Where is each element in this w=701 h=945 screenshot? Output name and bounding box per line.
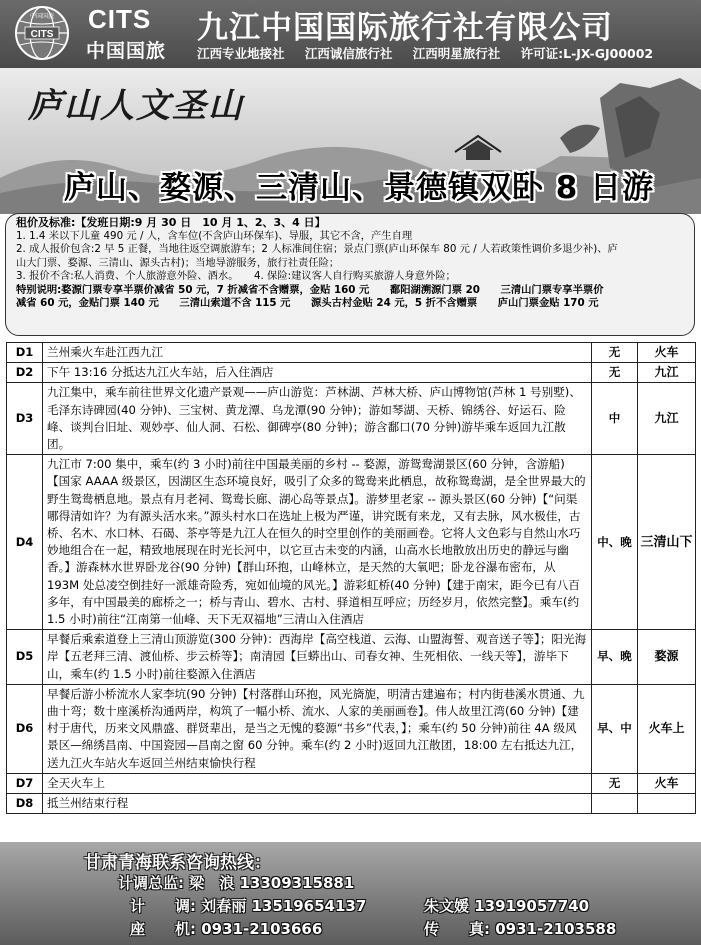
company-name: 九江中国国际旅行社有限公司: [197, 10, 613, 46]
table-row: [7, 363, 696, 383]
logo-ring-text: 中国国旅: [29, 13, 55, 20]
day-label: D8: [7, 794, 43, 814]
lodging-info: 九江: [638, 383, 696, 455]
day-label: D2: [7, 363, 43, 383]
meal-info: 无: [592, 363, 638, 383]
table-row: [7, 343, 696, 363]
contact-label: 座 机:: [130, 920, 196, 938]
contact-label: 计 调:: [130, 897, 196, 915]
logo-cn: 中国国旅: [86, 40, 167, 62]
day-description: 抵兰州结束行程: [43, 794, 592, 814]
meal-info: 早、晚: [592, 630, 638, 685]
day-label: D5: [7, 630, 43, 685]
logo-en: CITS: [88, 4, 152, 34]
day-description: 九江市 7:00 集中，乘车(约 3 小时)前往中国最美丽的乡村 -- 婺源，游鸳鸯湖景区(60 分钟，含游船)【国家 AAAA 级景区，因湖区生态环境良好，吸引了众多的鸳鸯来此栖息，故称鸳鸯湖，是全世界最大的野生鸳鸯栖息地。景点有月老祠、鸳鸯长廊、湖心岛等景点】。游梦里老家 -- 源头景区(60 分钟)【“问渠哪得清如许？为有源头活水来。”源头村水口在选址上极为严谨，讲究既有来龙，又有去脉，风水极佳，古桥、名木、水口林、石碣、茶亭等是九江人在恒久的时空里创作的美丽画卷。它将人文色彩与自然山水巧妙地组合在一起，精致地展现在时光长河中，以它亘古未变的内涵，山高水长地散放出历史的静远与幽香。】游森林水世界卧龙谷(90 分钟)【群山环抱，山峰林立，是天然的大氧吧；卧龙谷瀑布密布，从 193M 处总凌空倒挂好一派雄奇险秀，宛如仙境的风光。】游彩虹桥(40 分钟)【建于南宋，距今已有八百多年，有中国最美的廊桥之一；桥与青山、碧水、古村、驿道相互呼应；历经岁月，依然完整】。乘车(约 1.5 小时)前往“江南第一仙峰、天下无双福地”三清山入住酒店: [43, 455, 592, 630]
info-line: 3. 报价不含:私人消费、个人旅游意外险、酒水。 4. 保险:建议客人自行购买旅游人身意外险；: [16, 270, 456, 282]
info-line: 1. 1.4 米以下儿童 490 元 / 人，含车位(不含庐山环保车)、导服，其它不含，产生自理: [16, 229, 413, 242]
day-description: 九江集中，乘车前往世界文化遗产景观——庐山游览：芦林湖、芦林大桥、庐山博物馆(芦林 1 号别墅)、毛泽东诗碑园(40 分钟)、三宝树、黄龙潭、乌龙潭(90 分钟)；游如琴湖、天桥、锦绣谷、好运石、险峰、谈判台旧址、观妙亭、仙人洞、石松、御碑亭(80 分钟)；游含鄱口(70 分钟)游毕乘车返回九江散团。: [43, 383, 592, 455]
meal-info: [592, 794, 638, 814]
day-description: 全天火车上: [43, 773, 592, 793]
lodging-info: 火车: [638, 773, 696, 793]
hotline-title: 甘肃青海联系咨询热线：: [84, 853, 271, 873]
company-tags: [197, 44, 669, 62]
contact-value: 刘春丽 13519654137: [201, 897, 367, 915]
cits-globe-logo-icon: [7, 5, 77, 61]
license-number: 许可证:L-JX-GJ00002: [520, 46, 654, 61]
meal-info: 无: [592, 343, 638, 363]
itinerary-table: [6, 342, 696, 814]
contact-fax: [424, 918, 616, 939]
contact-planner-2: [424, 895, 589, 916]
meal-info: 中: [592, 383, 638, 455]
price-info-box: [5, 213, 695, 336]
table-row: [7, 684, 696, 773]
meal-info: 早、中: [592, 684, 638, 773]
meal-info: 中、晚: [592, 455, 638, 630]
contact-label: 计调总监:: [118, 874, 184, 892]
special-note: 减省 60 元，金贴门票 140 元 三清山索道不含 115 元 源头古村金贴 24 元，5 折不含赠票 庐山门票金贴 170 元: [16, 297, 599, 309]
info-line: 山大门票、婺源、三清山、源头古村)；当地导游服务，旅行社责任险；: [16, 256, 340, 269]
meal-info: 无: [592, 773, 638, 793]
table-row: [7, 455, 696, 630]
svg-text:CITS: CITS: [30, 29, 54, 40]
info-line: 2. 成人报价包含:2 早 5 正餐，当地往返空调旅游车；2 人标准间住宿；景点门票(庐山环保车 80 元 / 人若政策性调价多退少补)、庐: [16, 243, 618, 255]
contact-value: 朱文媛 13919057740: [424, 897, 590, 915]
banner: [0, 68, 701, 214]
lodging-info: 九江: [638, 363, 696, 383]
slogan-calligraphy: 庐山人文圣山: [28, 86, 244, 126]
tag-item: 江西诚信旅行社: [304, 46, 393, 61]
table-row: [7, 773, 696, 793]
tour-title: 庐山、婺源、三清山、景德镇双卧 8 日游: [64, 170, 655, 206]
contact-value: 0931-2103588: [495, 920, 617, 938]
contact-director: [118, 872, 354, 893]
lodging-info: 火车上: [638, 684, 696, 773]
header-bar: [0, 0, 701, 68]
day-description: 早餐后乘索道登上三清山顶游览(300 分钟)：西海岸【高空栈道、云海、山盟海誓、观音送子等】；阳光海岸【五老拜三清、渡仙桥、步云桥等】；南清园【巨蟒出山、司春女神、生死相依、一线天等】，游毕下山，乘车(约 1.5 小时)前往婺源入住酒店: [43, 630, 592, 685]
contact-planner: [130, 895, 366, 916]
lodging-info: 火车: [638, 343, 696, 363]
day-label: D3: [7, 383, 43, 455]
table-row: [7, 794, 696, 814]
table-row: [7, 630, 696, 685]
day-label: D4: [7, 455, 43, 630]
day-label: D7: [7, 773, 43, 793]
lodging-info: [638, 794, 696, 814]
special-note: 特别说明:婺源门票专享半票价减省 50 元，7 折减省不含赠票，金贴 160 元 鄱阳湖溯源门票 20 三清山门票专享半票价: [16, 283, 604, 296]
departure-dates: 租价及标准:【发班日期:9 月 30 日 10 月 1、2、3、4 日】: [16, 216, 326, 229]
tag-item: 江西专业地接社: [197, 46, 285, 61]
contact-value: 0931-2103666: [201, 920, 323, 938]
day-description: 下午 13:16 分抵达九江火车站，后入住酒店: [43, 363, 592, 383]
contact-footer: [0, 842, 701, 945]
day-label: D6: [7, 684, 43, 773]
day-label: D1: [7, 343, 43, 363]
contact-value: 梁 浪 13309315881: [189, 874, 355, 892]
lodging-info: 婺源: [638, 630, 696, 685]
table-row: [7, 383, 696, 455]
day-description: 早餐后游小桥流水人家李坑(90 分钟)【村落群山环抱，风光旖旎，明清古建遍布；村内街巷溪水贯通、九曲十弯；数十座溪桥沟通两岸，构筑了一幅小桥、流水、人家的美丽画卷】。伟人故里江湾(60 分钟)【建村于唐代，历来文风鼎盛、群贤辈出，是当之无愧的婺源“书乡”代表，】；乘车(约 50 分钟)前往 4A 级风景区—绵绣昌南、中国瓷园—昌南之窗 60 分钟。乘车(约 2 小时)返回九江散团，18:00 左右抵达九江，送九江火车站火车返回兰州结束愉快行程: [43, 684, 592, 773]
day-description: 兰州乘火车赴江西九江: [43, 343, 592, 363]
tag-item: 江西明星旅行社: [412, 46, 501, 61]
lodging-info: 三清山下: [638, 455, 696, 630]
contact-landline: [130, 918, 322, 939]
contact-label: 传 真:: [424, 920, 490, 938]
